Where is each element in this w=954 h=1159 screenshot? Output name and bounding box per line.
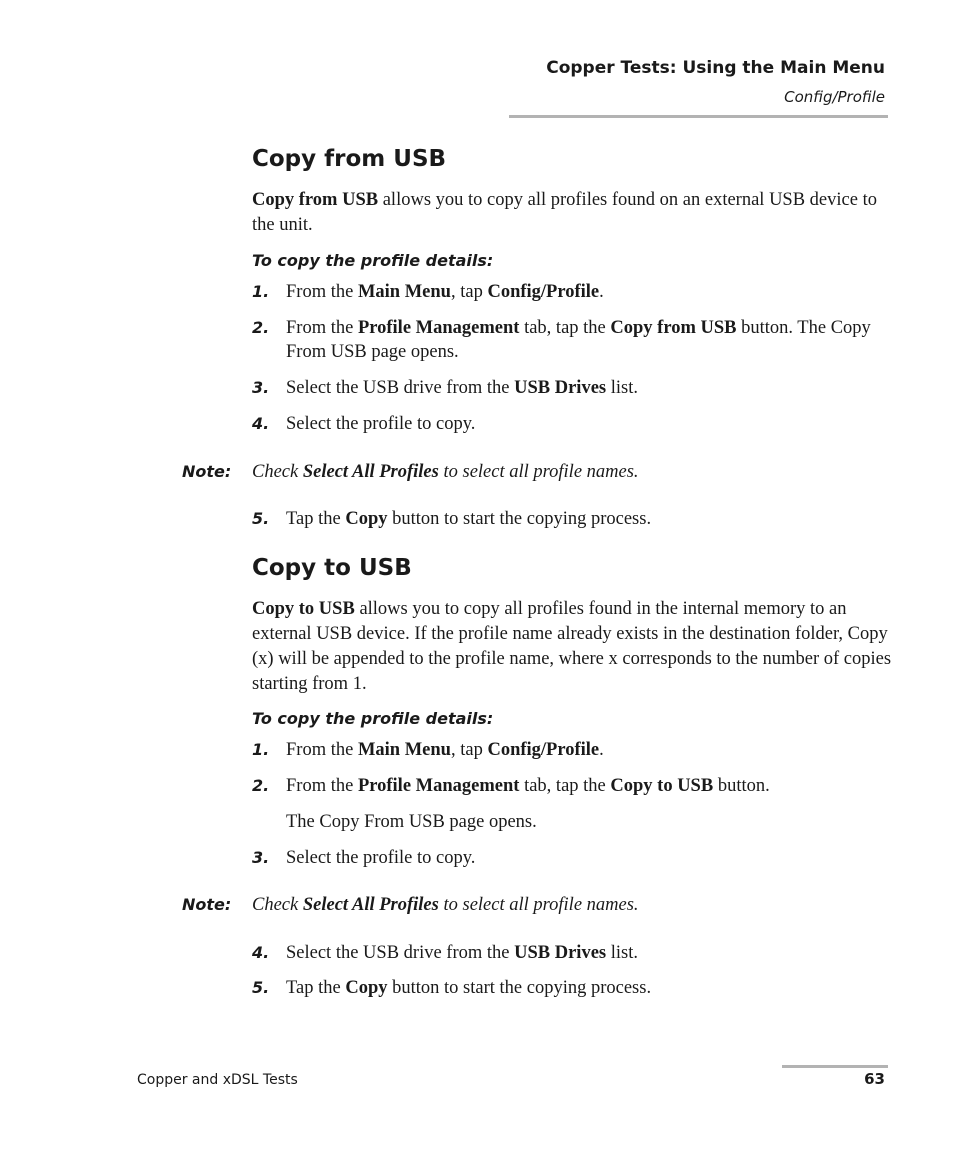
footer-rule: [782, 1065, 888, 1068]
step-4: 4. Select the profile to copy.: [252, 414, 476, 434]
running-header-subtitle: Config/Profile: [784, 88, 885, 106]
section-heading-copy-from-usb: Copy from USB: [252, 146, 447, 172]
header-rule: [509, 115, 888, 118]
step-5: 5. Tap the Copy button to start the copying process.: [252, 978, 652, 998]
step-3: 3. Select the USB drive from the USB Drives list.: [252, 378, 638, 398]
section-heading-copy-to-usb: Copy to USB: [252, 555, 412, 581]
step-3: 3. Select the profile to copy.: [252, 848, 476, 868]
step-2-continuation: The Copy From USB page opens.: [286, 812, 537, 832]
procedure-heading: To copy the profile details:: [252, 709, 494, 728]
page-number: 63: [864, 1070, 885, 1088]
step-2: 2. From the Profile Management tab, tap the Copy to USB button.: [252, 776, 770, 796]
intro-paragraph: Copy from USB allows you to copy all profiles found on an external USB device to the unit.: [252, 190, 877, 235]
step-5: 5. Tap the Copy button to start the copying process.: [252, 509, 652, 529]
step-2: 2. From the Profile Management tab, tap the Copy from USB button. The Copy From USB page opens.: [252, 318, 871, 362]
step-1: 1. From the Main Menu, tap Config/Profile.: [252, 282, 604, 302]
procedure-heading: To copy the profile details:: [252, 251, 494, 270]
footer-document-title: Copper and xDSL Tests: [137, 1072, 298, 1088]
intro-paragraph: Copy to USB allows you to copy all profiles found in the internal memory to an external USB device. If the profile name already exists in the destination folder, Copy (x) will be appended to the profile name, where x corresponds to the number of copies starting from 1.: [252, 599, 892, 694]
step-4: 4. Select the USB drive from the USB Drives list.: [252, 943, 638, 963]
running-header-title: Copper Tests: Using the Main Menu: [546, 58, 885, 78]
step-1: 1. From the Main Menu, tap Config/Profile.: [252, 740, 604, 760]
